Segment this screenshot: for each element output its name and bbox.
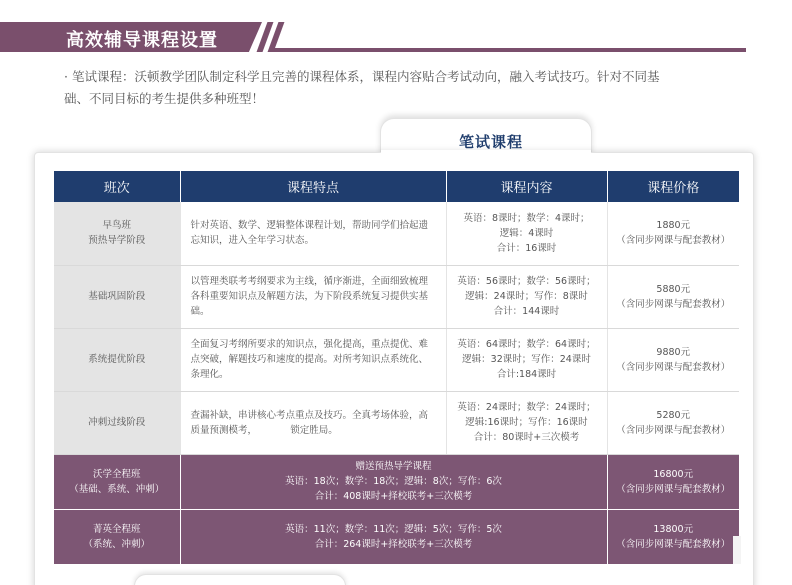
class-name: 早鸟班: [102, 220, 131, 232]
features-cell: 全面复习考纲所要求的知识点，强化提高，重点提优、难点突破，解题技巧和速度的提高。对所考知识点系统化、条理化。: [180, 328, 446, 391]
package-price-note: （含同步网课与配套教材）: [616, 538, 731, 550]
price-cell: [607, 265, 739, 328]
price-value: 1880元: [656, 220, 691, 232]
intro-paragraph: [64, 66, 724, 110]
features-cell: 针对英语、数学、逻辑整体课程计划，帮助同学们拾起遗忘知识，进入全年学习状态。: [180, 202, 446, 265]
package-price-cell: [607, 454, 739, 509]
class-stage: 基础巩固阶段: [88, 291, 146, 302]
package-stages: （系统、冲刺）: [83, 538, 150, 550]
intro-line: · 笔试课程：沃顿教学团队制定科学且完善的课程体系，课程内容贴合考试动向，融入考试技巧。针对不同基: [64, 69, 660, 84]
package-stages: （基础、系统、冲刺）: [69, 483, 165, 495]
content-line: 英语：8课时；数学：4课时；: [463, 212, 590, 224]
package-content-line: 英语：11次；数学：11次；逻辑：5次；写作：5次: [285, 523, 502, 535]
content-line: 合计：16课时: [496, 242, 557, 254]
package-name: 沃学全程班: [92, 468, 141, 480]
header-features: 课程特点: [180, 171, 446, 202]
features-cell: 以管理类联考考纲要求为主线，循序渐进，全面细致梳理各科重要知识点及解题方法，为下阶段系统复习提供实基础。: [180, 265, 446, 328]
header-class: 班次: [54, 171, 180, 202]
intro-line: 础、不同目标的考生提供多种班型！: [64, 91, 265, 106]
package-price-note: （含同步网课与配套教材）: [616, 483, 731, 495]
price-cell: [607, 328, 739, 391]
content-line: 合计：80课时+三次模考: [473, 432, 580, 443]
package-class-cell: [54, 509, 180, 564]
class-stage: 冲刺过线阶段: [88, 417, 146, 428]
price-note: （含同步网课与配套教材）: [616, 424, 731, 436]
tab-title: 笔试课程: [458, 133, 523, 151]
course-table: [54, 171, 739, 565]
header-content: 课程内容: [446, 171, 607, 202]
class-stage: 系统提优阶段: [88, 354, 146, 365]
package-price-value: 13800元: [653, 523, 694, 535]
package-content-line: 合计：408课时+择校联考+三次模考: [314, 491, 473, 502]
content-cell: [446, 391, 607, 454]
content-line: 英语：56课时；数学：56课时；: [457, 276, 596, 287]
content-line: 逻辑：4课时: [499, 227, 554, 239]
price-value: 9880元: [656, 346, 691, 358]
package-content-cell: [180, 454, 607, 509]
table-row: [54, 328, 739, 391]
price-value: 5280元: [656, 409, 691, 421]
class-cell: [54, 391, 180, 454]
table-row: [54, 202, 739, 265]
content-line: 英语：64课时；数学：64课时；: [457, 339, 596, 350]
header-price: 课程价格: [607, 171, 739, 202]
price-cell: [607, 391, 739, 454]
content-line: 合计：144课时: [493, 306, 560, 317]
next-tab-edge: [134, 574, 346, 585]
package-content-cell: [180, 509, 607, 564]
package-name: 菁英全程班: [92, 523, 141, 535]
class-cell: [54, 328, 180, 391]
price-note: （含同步网课与配套教材）: [616, 298, 731, 310]
package-content-line: 赠送预热导学课程: [355, 461, 432, 472]
section-banner: [0, 22, 748, 52]
class-cell: [54, 202, 180, 265]
table-row: [54, 391, 739, 454]
price-cell: [607, 202, 739, 265]
content-line: 逻辑：24课时；写作：8课时: [465, 291, 588, 302]
section-title: 高效辅导课程设置: [66, 30, 218, 51]
table-row: [54, 265, 739, 328]
content-line: 逻辑:16课时；写作：16课时: [465, 417, 588, 428]
package-row: [54, 509, 739, 564]
side-stripe-decoration: [733, 536, 741, 564]
content-line: 英语：24课时；数学：24课时；: [457, 402, 596, 413]
content-cell: [446, 202, 607, 265]
table-header-row: [54, 171, 739, 202]
package-class-cell: [54, 454, 180, 509]
banner-underline: [270, 48, 746, 52]
class-stage: 预热导学阶段: [88, 235, 146, 247]
package-price-cell: [607, 509, 739, 564]
content-cell: [446, 265, 607, 328]
price-note: （含同步网课与配套教材）: [616, 235, 731, 247]
content-line: 逻辑：32课时；写作：24课时: [462, 354, 591, 365]
class-cell: [54, 265, 180, 328]
package-content-line: 英语：18次；数学：18次；逻辑：8次；写作：6次: [285, 476, 502, 487]
package-price-value: 16800元: [653, 468, 694, 480]
price-value: 5880元: [656, 283, 691, 295]
package-row: [54, 454, 739, 509]
content-cell: [446, 328, 607, 391]
features-cell: 查漏补缺，串讲核心考点重点及技巧。全真考场体验，高质量预测模考， 锁定胜局。: [180, 391, 446, 454]
price-note: （含同步网课与配套教材）: [616, 361, 731, 373]
package-content-line: 合计：264课时+择校联考+三次模考: [314, 538, 473, 550]
content-line: 合计:184课时: [496, 369, 557, 380]
